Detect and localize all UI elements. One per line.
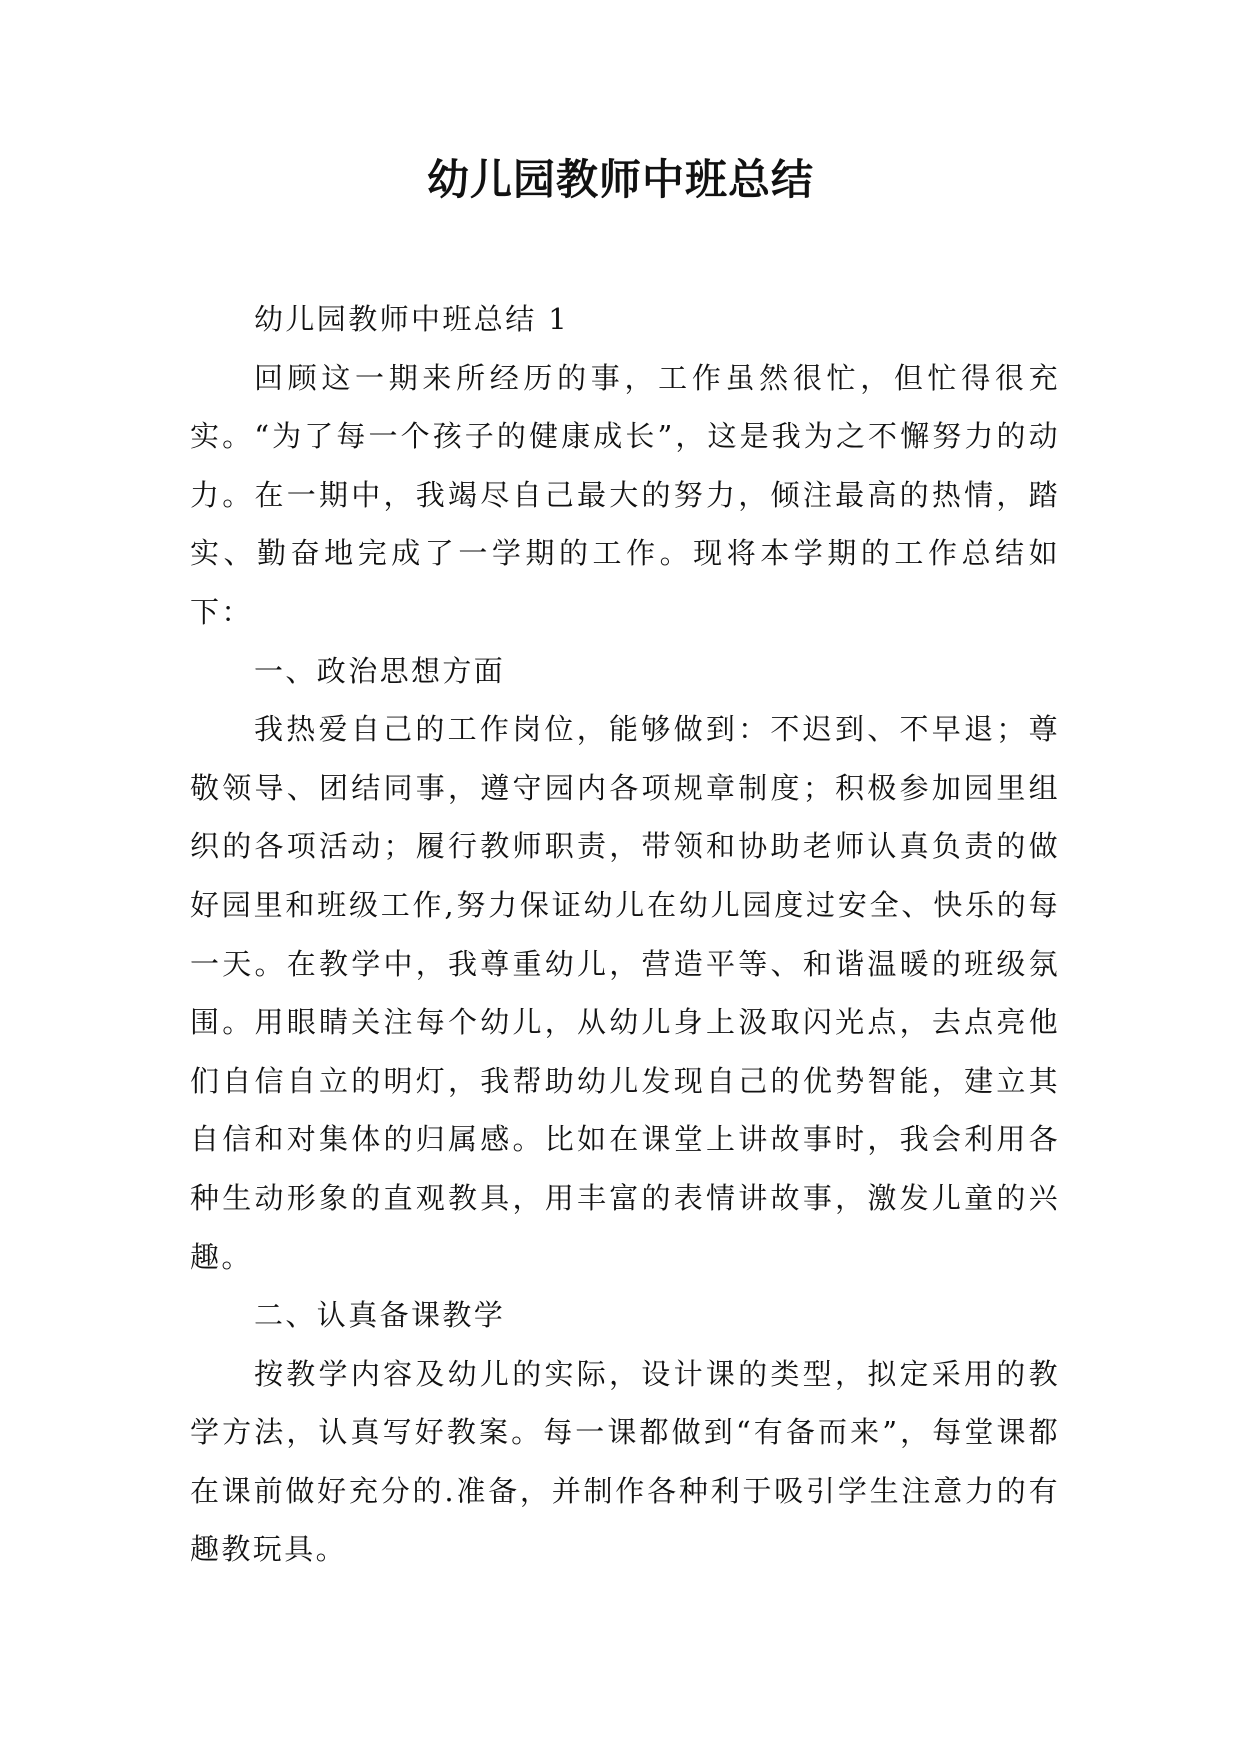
document-title: 幼儿园教师中班总结 xyxy=(426,155,814,204)
document-body xyxy=(190,290,1060,1579)
section-heading: 幼儿园教师中班总结 1 xyxy=(254,302,570,336)
body-paragraph: 回顾这一期来所经历的事，工作虽然很忙，但忙得很充实。“为了每一个孩子的健康成长”，这是我为之不懈努力的动力。在一期中，我竭尽自己最大的努力，倾注最高的热情，踏实、勤奋地完成了一学期的工作。现将本学期的工作总结如下： xyxy=(190,360,1060,629)
section-heading: 二、认真备课教学 xyxy=(254,1298,506,1333)
body-paragraph: 我热爱自己的工作岗位，能够做到：不迟到、不早退；尊敬领导、团结同事，遵守园内各项规章制度；积极参加园里组织的各项活动；履行教师职责，带领和协助老师认真负责的做好园里和班级工作,努力保证幼儿在幼儿园度过安全、快乐的每一天。在教学中，我尊重幼儿，营造平等、和谐温暖的班级氛围。用眼睛关注每个幼儿，从幼儿身上汲取闪光点，去点亮他们自信自立的明灯，我帮助幼儿发现自己的优势智能，建立其自信和对集体的归属感。比如在课堂上讲故事时，我会利用各种生动形象的直观教具，用丰富的表情讲故事，激发儿童的兴趣。 xyxy=(190,712,1060,1274)
section-heading: 一、政治思想方面 xyxy=(254,653,506,688)
body-paragraph: 按教学内容及幼儿的实际，设计课的类型，拟定采用的教学方法，认真写好教案。每一课都做到“有备而来”，每堂课都在课前做好充分的.准备，并制作各种利于吸引学生注意力的有趣教玩具。 xyxy=(190,1356,1060,1567)
